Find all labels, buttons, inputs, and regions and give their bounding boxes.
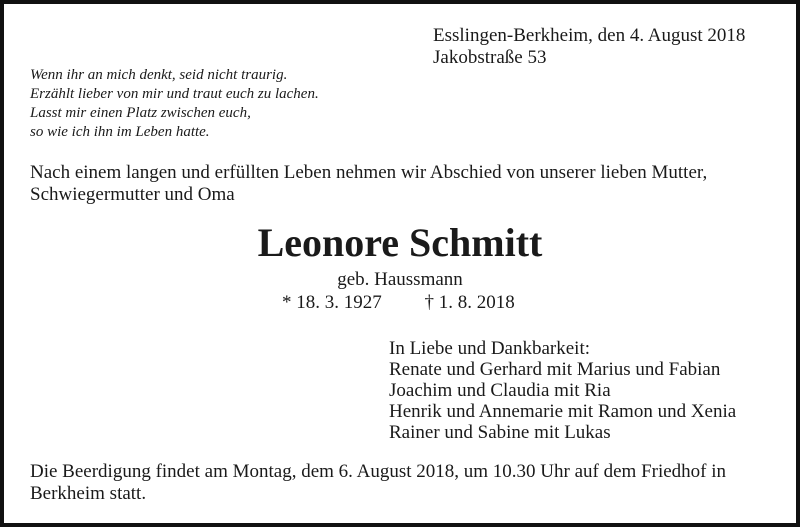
notice-header — [433, 25, 745, 69]
place-date: Esslingen-Berkheim, den 4. August 2018 — [433, 25, 746, 46]
mourner-line: Rainer und Sabine mit Lukas — [389, 422, 611, 443]
life-dates — [282, 292, 515, 314]
deceased-name: Leonore Schmitt — [257, 220, 543, 265]
mourners-list — [389, 338, 736, 443]
mourners-heading: In Liebe und Dankbarkeit: — [389, 338, 591, 359]
mourner-line: Joachim und Claudia mit Ria — [389, 380, 611, 401]
mourner-line: Renate und Gerhard mit Marius und Fabian — [389, 359, 721, 380]
poem-line: Wenn ihr an mich denkt, seid nicht traurig. — [30, 67, 288, 83]
funeral-info: Die Beerdigung findet am Montag, dem 6. August 2018, um 10.30 Uhr auf dem Friedhof in Berkheim statt. — [30, 461, 727, 504]
maiden-name: geb. Haussmann — [337, 269, 463, 290]
intro-text: Nach einem langen und erfüllten Leben nehmen wir Abschied von unserer lieben Mutter, Schwiegermutter und Oma — [30, 162, 708, 205]
birth-date: * 18. 3. 1927 — [282, 292, 382, 313]
mourner-line: Henrik und Annemarie mit Ramon und Xenia — [389, 401, 737, 422]
poem-line: so wie ich ihn im Leben hatte. — [30, 124, 210, 140]
poem-line: Erzählt lieber von mir und traut euch zu lachen. — [30, 86, 319, 102]
death-date: † 1. 8. 2018 — [424, 292, 515, 313]
poem-line: Lasst mir einen Platz zwischen euch, — [30, 105, 251, 121]
address: Jakobstraße 53 — [433, 47, 547, 68]
poem — [30, 66, 319, 142]
